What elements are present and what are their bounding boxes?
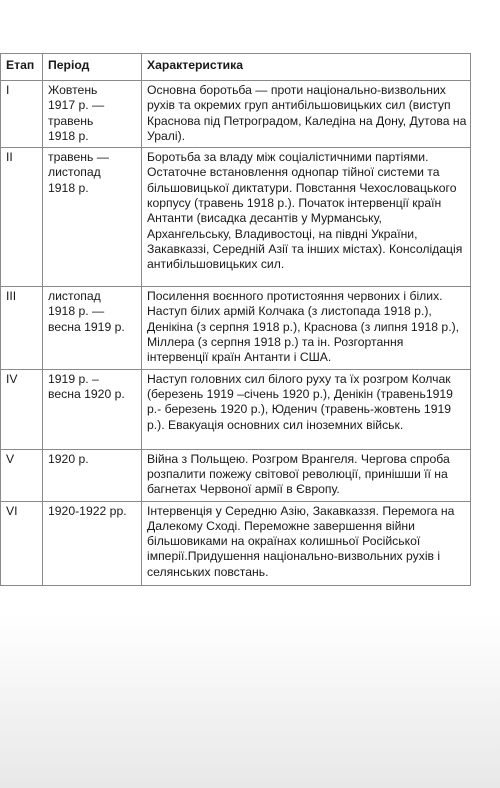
table-row (1, 369, 471, 449)
description-cell: Основна боротьба — проти національно-визвольних рухів та окремих груп антибільшовицьких сил (виступ Краснова під Петроградом, Каледіна на Дону, Дутова на Уралі). (142, 81, 471, 148)
table-row (1, 148, 471, 287)
description-cell: Війна з Польщею. Розгром Врангеля. Чергова спроба розпалити пожежу світової революції, принішши її на багнетах Червоної армії в Європу. (142, 449, 471, 501)
period-cell: Жовтень 1917 р. — травень 1918 р. (43, 81, 142, 148)
header-period: Період (43, 54, 142, 81)
stage-cell: IV (1, 369, 43, 449)
table-row (1, 501, 471, 585)
table-header-row (1, 54, 471, 81)
period-cell: травень — листопад 1918 р. (43, 148, 142, 287)
stage-cell: V (1, 449, 43, 501)
description-cell: Посилення воєнного протистояння червоних і білих. Наступ білих армій Колчака (з листопада 1918 р.), Денікіна (з серпня 1918 р.), Краснова (з липня 1918 р.), Міллера (з серпня 1918 р.) та ін. Розгортання інтервенції країн Антанти і США. (142, 287, 471, 369)
history-table (0, 53, 471, 586)
stage-cell: III (1, 287, 43, 369)
table-row (1, 449, 471, 501)
description-cell: Боротьба за владу між соціалістичними партіями. Остаточне встановлення однопар тійної системи та більшовицької диктатури. Повстання Чехословацького корпусу (травень 1918 р.). Початок інтервенції країн Антанти (висадка десантів у Мурманську, Архангельську, Владивостоці, на півдні України, Закавказзі, Середній Азії та інших містах). Консолідація антибільшовицьких сил. (142, 148, 471, 287)
stage-cell: II (1, 148, 43, 287)
description-cell: Інтервенція у Середню Азію, Закавказзя. Перемога на Далекому Сході. Переможне завершення війни більшовиками на окраїнах колишньої Російської імперії.Придушення національно-визвольних рухів і селянських повстань. (142, 501, 471, 585)
header-description: Характеристика (142, 54, 471, 81)
stage-cell: VI (1, 501, 43, 585)
period-cell: 1919 р. – весна 1920 р. (43, 369, 142, 449)
stage-cell: I (1, 81, 43, 148)
header-stage: Етап (1, 54, 43, 81)
table-row (1, 81, 471, 148)
period-cell: 1920-1922 рр. (43, 501, 142, 585)
period-cell: листопад 1918 р. — весна 1919 р. (43, 287, 142, 369)
description-cell: Наступ головних сил білого руху та їх розгром Колчак (березень 1919 –січень 1920 р.), Денікін (травень1919 р.- березень 1920 р.), Юденич (травень-жовтень 1919 р.). Евакуація основних сил іноземних військ. (142, 369, 471, 449)
table-row (1, 287, 471, 369)
period-cell: 1920 р. (43, 449, 142, 501)
